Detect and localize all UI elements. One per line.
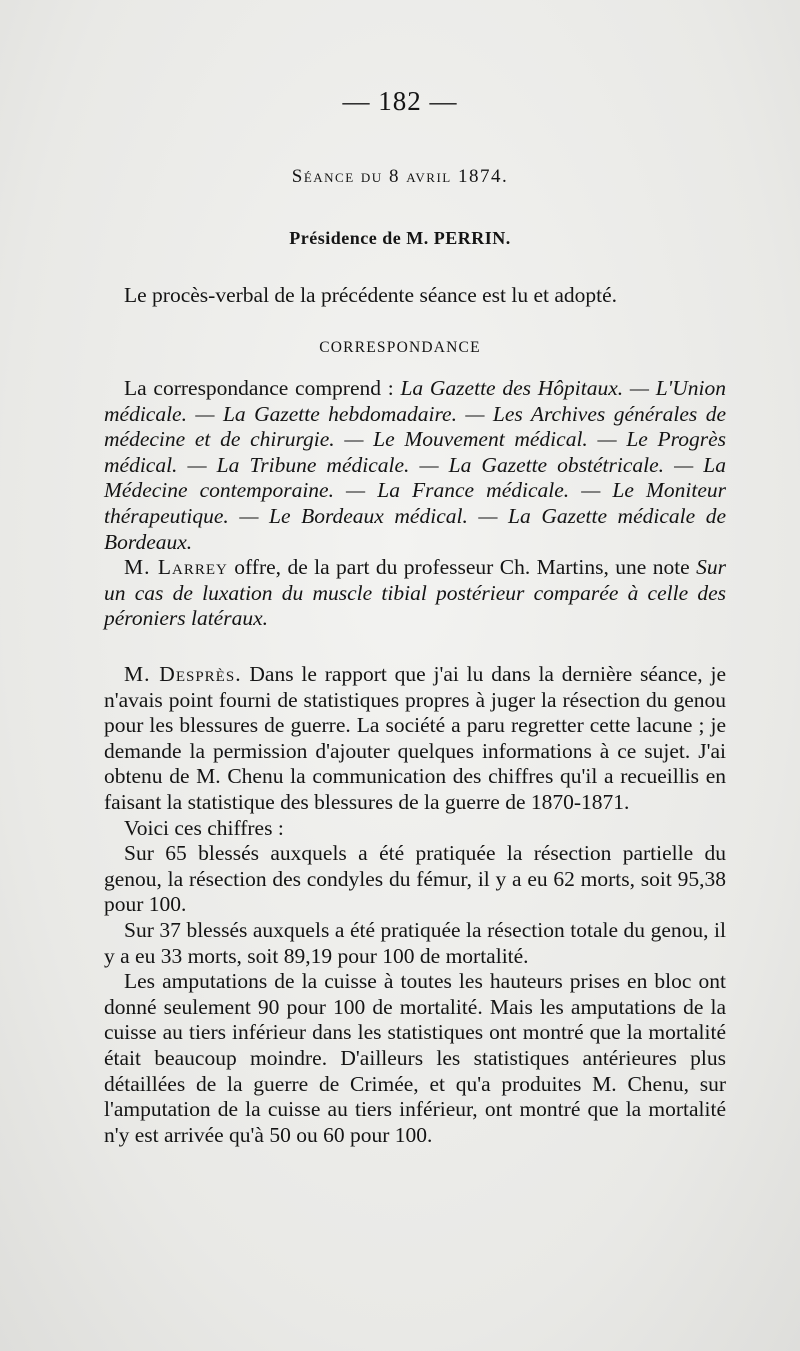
despres-paragraph-2: Voici ces chiffres :	[124, 815, 284, 840]
larrey-speaker: M. Larrey	[124, 555, 228, 580]
correspondence-paragraph	[104, 376, 726, 555]
larrey-text: offre, de la part du professeur Ch. Martins, une note	[234, 555, 690, 580]
journal-list: La Gazette des Hôpitaux. — L'Union médicale. — La Gazette hebdomadaire. — Les Archives générales de médecine et de chirurgie. — Le Mouvement médical. — Le Progrès médical. — La Tribune médicale. — La Gazette obstétricale. — La Médecine contemporaine. — La France médicale. — Le Moniteur thérapeutique. — Le Bordeaux médical. — La Gazette médicale de Bordeaux.	[104, 376, 726, 554]
despres-block	[104, 662, 726, 1148]
larrey-paragraph	[104, 555, 726, 632]
despres-paragraph-1	[104, 662, 726, 816]
correspondence-block	[104, 376, 726, 632]
despres-paragraph-3: Sur 65 blessés auxquels a été pratiquée la résection partielle du genou, la résection des condyles du fémur, il y a eu 62 morts, soit 95,38 pour 100.	[104, 841, 726, 917]
correspondence-intro: La correspondance comprend :	[124, 376, 394, 400]
presidency-line: Présidence de M. PERRIN.	[289, 228, 511, 248]
page-number: — 182 —	[342, 86, 458, 116]
session-title: Séance du 8 avril 1874.	[291, 166, 509, 187]
minutes-block	[104, 283, 726, 309]
despres-paragraph-5: Les amputations de la cuisse à toutes les hauteurs prises en bloc ont donné seulement 90 pour 100 de mortalité. Mais les amputations de la cuisse au tiers inférieur dans les statistiques ont montré que la mortalité était beaucoup moindre. D'ailleurs les statistiques antérieures plus détaillées de la guerre de Crimée, et qu'a produites M. Chenu, sur l'amputation de la cuisse au tiers inférieur, ont montré que la mortalité n'y est arrivée qu'à 50 ou 60 pour 100.	[104, 969, 726, 1147]
minutes-statement: Le procès-verbal de la précédente séance est lu et adopté.	[124, 283, 618, 307]
section-heading: CORRESPONDANCE	[319, 339, 481, 356]
larrey-note-title: Sur un cas de luxation du muscle tibial postérieur comparée à celle des péroniers latéraux.	[104, 555, 727, 631]
despres-paragraph-4: Sur 37 blessés auxquels a été pratiquée la résection totale du genou, il y a eu 33 morts, soit 89,19 pour 100 de mortalité.	[104, 917, 726, 968]
despres-speaker: M. Desprès.	[124, 662, 242, 686]
despres-p1-text: Dans le rapport que j'ai lu dans la dernière séance, je n'avais point fourni de statistiques propres à juger la résection du genou pour les blessures de guerre. La société a paru regretter cette lacune ; je demande la permission d'ajouter quelques informations à ce sujet. J'ai obtenu de M. Chenu la communication des chiffres qu'il a recueillis en faisant la statistique des blessures de la guerre de 1870-1871.	[104, 662, 727, 814]
